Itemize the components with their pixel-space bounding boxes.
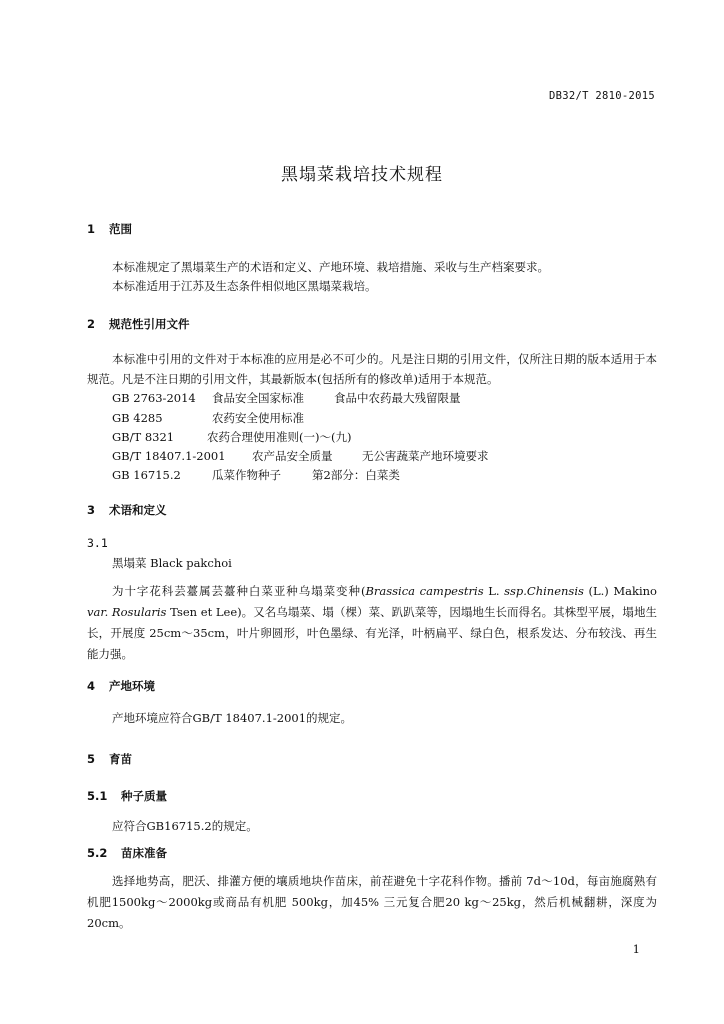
section-3-heading [87, 502, 167, 518]
reference-item [112, 448, 489, 464]
reference-title-2: 食品中农药最大残留限量 [334, 391, 461, 405]
reference-item [112, 410, 304, 426]
page-number: 1 [632, 942, 640, 956]
subsection-number: 3.1 [87, 536, 108, 550]
reference-title: 农药安全使用标准 [212, 411, 304, 425]
section-title: 育苗 [109, 752, 133, 766]
references-intro: 本标准中引用的文件对于本标准的应用是必不可少的。凡是注日期的引用文件，仅所注日期的版本适用于本规范。凡是不注日期的引用文件，其最新版本(包括所有的修改单)适用于本规范。 [87, 352, 657, 386]
subsection-number: 5.1 [87, 789, 108, 803]
reference-code: GB 2763-2014 [112, 391, 196, 405]
scope-paragraph-2: 本标准适用于江苏及生态条件相似地区黑塌菜栽培。 [112, 279, 377, 293]
section-number: 5 [87, 752, 96, 766]
reference-code: GB/T 8321 [112, 430, 175, 444]
section-5-heading [87, 751, 132, 767]
subsection-title: 苗床准备 [121, 846, 168, 860]
definition-text: (L.) Makino [583, 584, 657, 598]
reference-code: GB/T 18407.1-2001 [112, 449, 226, 463]
definition-text: Tsen et Lee)。又名乌塌菜、塌（棵）菜、趴趴菜等，因塌地生长而得名。其株型平展，塌地生长，开展度 25cm～35cm，叶片卵圆形，叶色墨绿、有光泽，叶柄扁平、绿白色，根系发达、分布较浅、再生能力强。 [87, 605, 657, 661]
section-4-heading [87, 678, 155, 694]
subsection-5-2-heading [87, 845, 167, 861]
term-entry: 黑塌菜 Black pakchoi [112, 556, 232, 570]
reference-title: 食品安全国家标准 [212, 391, 304, 405]
term-definition [87, 581, 657, 665]
reference-item [112, 390, 461, 406]
seedbed-paragraph: 选择地势高，肥沃、排灌方便的壤质地块作苗床，前茬避免十字花科作物。播前 7d～10d，每亩施腐熟有机肥1500kg～2000kg或商品有机肥 500kg，加45% 三元复合肥20 kg～25kg，然后机械翻耕，深度为20cm。 [87, 874, 657, 930]
reference-item [112, 429, 351, 445]
section-title: 规范性引用文件 [109, 317, 190, 331]
definition-text: L. [483, 584, 505, 598]
section-number: 2 [87, 317, 96, 331]
reference-code: GB 16715.2 [112, 468, 181, 482]
reference-item [112, 467, 400, 483]
section-number: 4 [87, 679, 96, 693]
section-number: 3 [87, 503, 96, 517]
section-title: 范围 [109, 222, 133, 236]
reference-code: GB 4285 [112, 411, 163, 425]
reference-title-2: 无公害蔬菜产地环境要求 [362, 449, 489, 463]
definition-text: 为十字花科芸薹属芸薹种白菜亚种乌塌菜变种( [112, 584, 366, 598]
latin-name: ssp.Chinensis [504, 584, 584, 598]
section-1-heading [87, 221, 132, 237]
scope-paragraph-1: 本标准规定了黑塌菜生产的术语和定义、产地环境、栽培措施、采收与生产档案要求。 [112, 260, 549, 274]
subsection-5-1-heading [87, 788, 167, 804]
reference-title: 农药合理使用准则(一)～(九) [207, 430, 352, 444]
section-title: 术语和定义 [109, 503, 167, 517]
section-title: 产地环境 [109, 679, 156, 693]
subsection-title: 种子质量 [121, 789, 168, 803]
subsection-number: 5.2 [87, 846, 108, 860]
reference-title: 农产品安全质量 [252, 449, 333, 463]
reference-title: 瓜菜作物种子 [212, 468, 281, 482]
environment-paragraph: 产地环境应符合GB/T 18407.1-2001的规定。 [112, 711, 353, 725]
latin-name: var. Rosularis [87, 605, 167, 619]
reference-title-2: 第2部分：白菜类 [312, 468, 400, 482]
page-title: 黑塌菜栽培技术规程 [281, 165, 443, 185]
seed-quality-paragraph: 应符合GB16715.2的规定。 [112, 819, 258, 833]
latin-name: Brassica campestris [365, 584, 484, 598]
standard-code: DB32/T 2810-2015 [549, 90, 655, 102]
section-2-heading [87, 316, 190, 332]
section-number: 1 [87, 222, 96, 236]
